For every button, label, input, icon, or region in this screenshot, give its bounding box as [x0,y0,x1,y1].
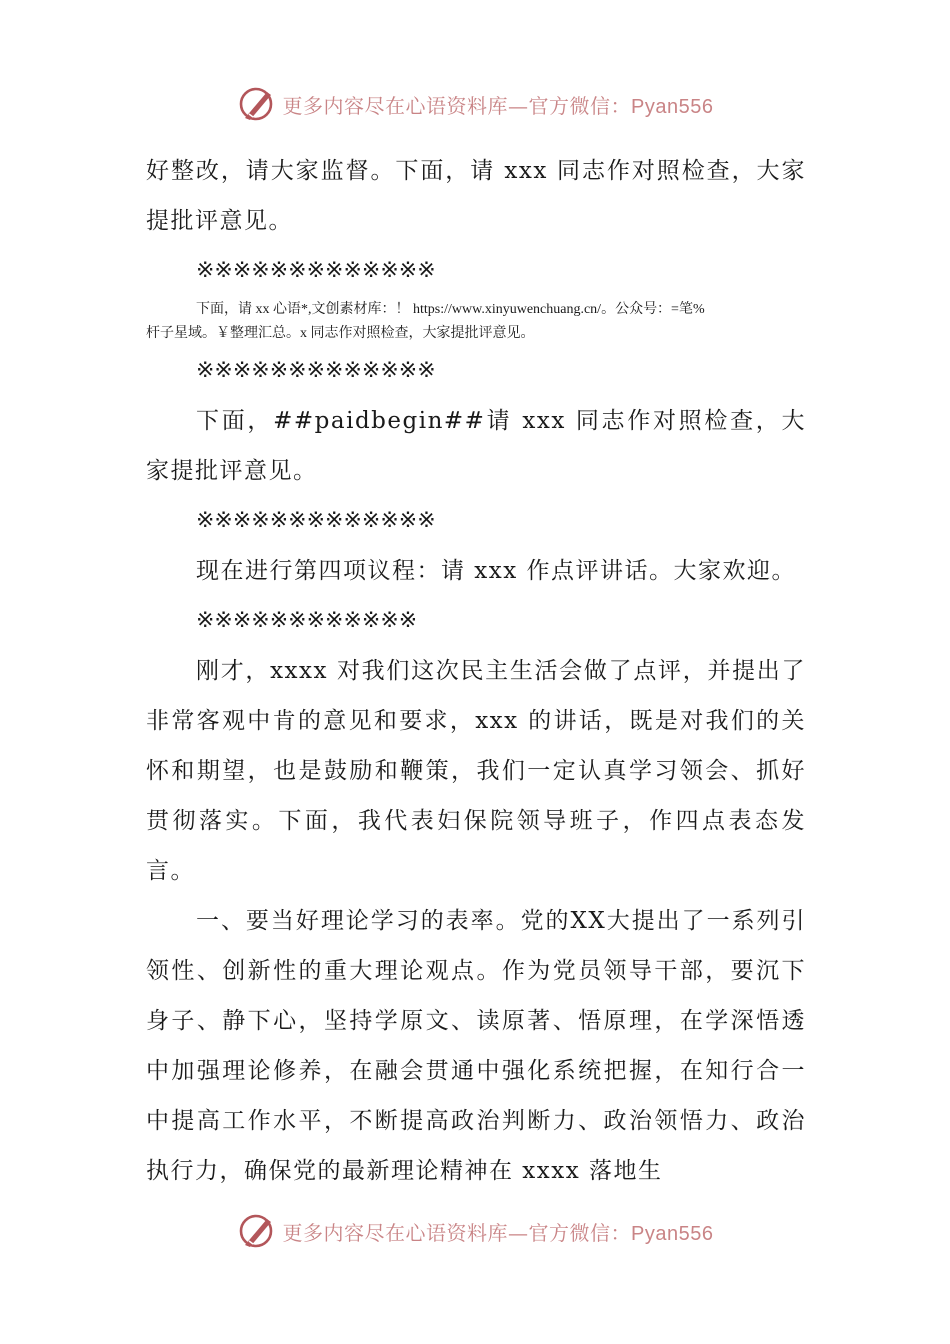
separator-4: ※※※※※※※※※※※※ [196,608,418,633]
paragraph-2: 下面，##paidbegin##请 xxx 同志作对照检查，大家提批评意见。 [146,408,806,484]
banner-text: 更多内容尽在心语资料库—官方微信：Pyan556 [282,1220,714,1245]
document-body [146,146,806,1196]
note-line-2: 杆子星域。￥整理汇总。x 同志作对照检查，大家提批评意见。 [146,326,535,341]
note-line-1: 下面，请 xx 心语*,文创素材库：！ https://www.xinyuwenchuang.cn/。公众号：=笔% [196,302,705,317]
paragraph-1: 好整改，请大家监督。下面，请 xxx 同志作对照检查，大家提批评意见。 [146,158,806,234]
paragraph-5: 一、要当好理论学习的表率。党的XX大提出了一系列引领性、创新性的重大理论观点。作为党员领导干部，要沉下身子、静下心，坚持学原文、读原著、悟原理，在学深悟透中加强理论修养，在融会贯通中强化系统把握，在知行合一中提高工作水平，不断提高政治判断力、政治领悟力、政治执行力，确保党的最新理论精神在 xxxx 落地生 [146,908,806,1184]
separator-2: ※※※※※※※※※※※※※ [196,358,436,383]
banner-text: 更多内容尽在心语资料库—官方微信：Pyan556 [282,93,714,118]
watermark-note [146,298,806,346]
separator-3: ※※※※※※※※※※※※※ [196,508,436,533]
pen-logo-icon [237,84,277,124]
separator-1: ※※※※※※※※※※※※※ [196,258,436,283]
paragraph-4: 刚才，xxxx 对我们这次民主生活会做了点评，并提出了非常客观中肯的意见和要求，xxx 的讲话，既是对我们的关怀和期望，也是鼓励和鞭策，我们一定认真学习领会、抓好贯彻落实。下面，我代表妇保院领导班子，作四点表态发言。 [146,658,806,884]
paragraph-3: 现在进行第四项议程：请 xxx 作点评讲话。大家欢迎。 [196,558,797,584]
pen-logo-icon [237,1211,277,1251]
header-banner [0,82,950,126]
footer-banner [0,1209,950,1253]
